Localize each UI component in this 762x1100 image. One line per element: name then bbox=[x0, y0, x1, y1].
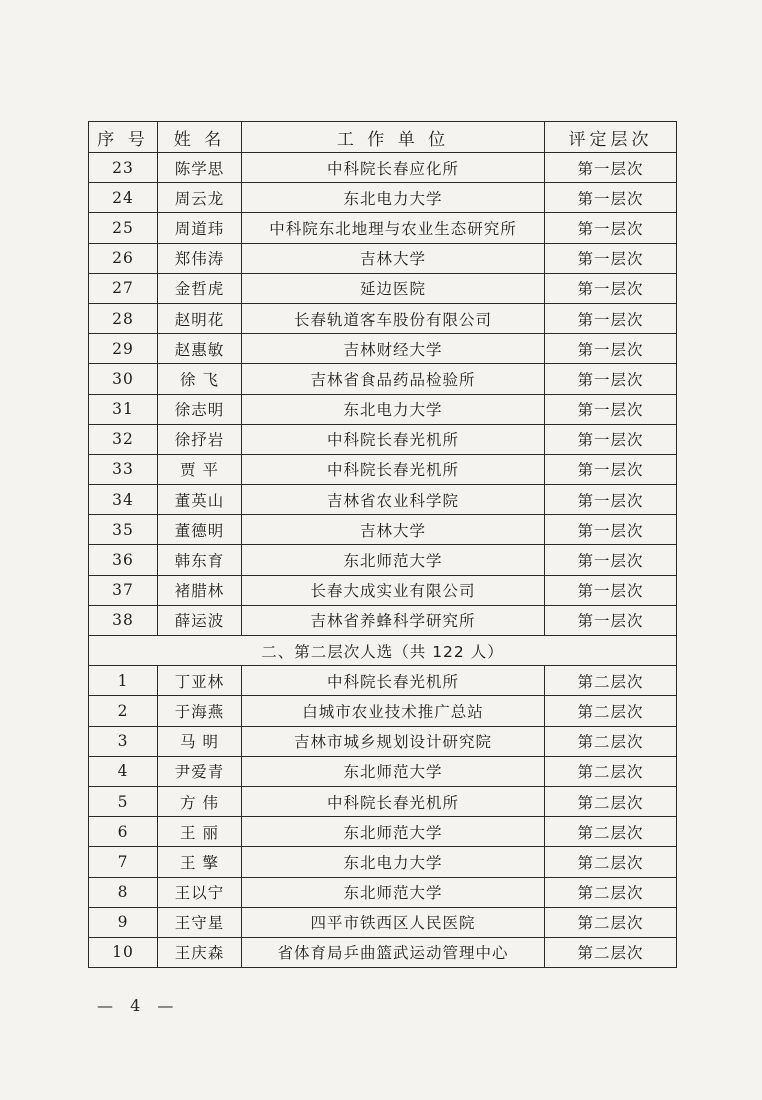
cell-name: 赵惠敏 bbox=[158, 334, 242, 364]
cell-unit: 中科院长春光机所 bbox=[242, 454, 545, 484]
cell-level: 第一层次 bbox=[545, 605, 677, 635]
talent-roster-table bbox=[88, 121, 677, 968]
cell-level: 第一层次 bbox=[545, 153, 677, 183]
cell-name: 郑伟涛 bbox=[158, 243, 242, 273]
cell-name: 王 擎 bbox=[158, 847, 242, 877]
first-level-rows bbox=[89, 153, 677, 636]
table-row bbox=[89, 424, 677, 454]
cell-level: 第二层次 bbox=[545, 817, 677, 847]
cell-unit: 吉林省食品药品检验所 bbox=[242, 364, 545, 394]
header-name: 姓 名 bbox=[158, 122, 242, 153]
header-level: 评定层次 bbox=[545, 122, 677, 153]
table-row bbox=[89, 817, 677, 847]
table-row bbox=[89, 213, 677, 243]
cell-unit: 吉林市城乡规划设计研究院 bbox=[242, 726, 545, 756]
table-row bbox=[89, 334, 677, 364]
cell-name: 丁亚林 bbox=[158, 666, 242, 696]
cell-name: 褚腊林 bbox=[158, 575, 242, 605]
cell-no: 1 bbox=[89, 666, 158, 696]
table-row bbox=[89, 303, 677, 333]
cell-no: 23 bbox=[89, 153, 158, 183]
cell-unit: 白城市农业技术推广总站 bbox=[242, 696, 545, 726]
cell-name: 方 伟 bbox=[158, 786, 242, 816]
table-row bbox=[89, 364, 677, 394]
cell-name: 徐 飞 bbox=[158, 364, 242, 394]
cell-no: 37 bbox=[89, 575, 158, 605]
section-title: 二、第二层次人选（共 122 人） bbox=[89, 636, 677, 666]
cell-unit: 东北电力大学 bbox=[242, 394, 545, 424]
cell-level: 第一层次 bbox=[545, 454, 677, 484]
cell-name: 王以宁 bbox=[158, 877, 242, 907]
section-header-row bbox=[89, 636, 677, 666]
cell-no: 38 bbox=[89, 605, 158, 635]
cell-level: 第二层次 bbox=[545, 937, 677, 967]
second-level-rows bbox=[89, 666, 677, 968]
cell-level: 第一层次 bbox=[545, 273, 677, 303]
cell-unit: 东北师范大学 bbox=[242, 877, 545, 907]
cell-no: 3 bbox=[89, 726, 158, 756]
cell-level: 第一层次 bbox=[545, 485, 677, 515]
cell-unit: 吉林省农业科学院 bbox=[242, 485, 545, 515]
cell-no: 34 bbox=[89, 485, 158, 515]
cell-name: 金哲虎 bbox=[158, 273, 242, 303]
cell-level: 第一层次 bbox=[545, 515, 677, 545]
cell-unit: 东北师范大学 bbox=[242, 545, 545, 575]
cell-no: 36 bbox=[89, 545, 158, 575]
cell-no: 31 bbox=[89, 394, 158, 424]
header-no: 序 号 bbox=[89, 122, 158, 153]
cell-unit: 吉林大学 bbox=[242, 515, 545, 545]
cell-name: 董英山 bbox=[158, 485, 242, 515]
table-row bbox=[89, 786, 677, 816]
cell-level: 第一层次 bbox=[545, 575, 677, 605]
section-header-body bbox=[89, 636, 677, 666]
table-row bbox=[89, 847, 677, 877]
cell-level: 第二层次 bbox=[545, 907, 677, 937]
cell-no: 6 bbox=[89, 817, 158, 847]
cell-no: 7 bbox=[89, 847, 158, 877]
cell-no: 30 bbox=[89, 364, 158, 394]
table-row bbox=[89, 937, 677, 967]
cell-unit: 长春轨道客车股份有限公司 bbox=[242, 303, 545, 333]
cell-level: 第二层次 bbox=[545, 877, 677, 907]
cell-unit: 吉林大学 bbox=[242, 243, 545, 273]
table-row bbox=[89, 183, 677, 213]
cell-level: 第二层次 bbox=[545, 786, 677, 816]
cell-name: 薛运波 bbox=[158, 605, 242, 635]
cell-name: 贾 平 bbox=[158, 454, 242, 484]
cell-level: 第一层次 bbox=[545, 183, 677, 213]
table-row bbox=[89, 243, 677, 273]
cell-name: 韩东育 bbox=[158, 545, 242, 575]
cell-name: 徐志明 bbox=[158, 394, 242, 424]
cell-unit: 东北师范大学 bbox=[242, 817, 545, 847]
cell-level: 第一层次 bbox=[545, 213, 677, 243]
cell-name: 王庆森 bbox=[158, 937, 242, 967]
cell-name: 董德明 bbox=[158, 515, 242, 545]
table-row bbox=[89, 696, 677, 726]
cell-name: 陈学思 bbox=[158, 153, 242, 183]
cell-no: 35 bbox=[89, 515, 158, 545]
cell-no: 26 bbox=[89, 243, 158, 273]
cell-unit: 延边医院 bbox=[242, 273, 545, 303]
cell-no: 32 bbox=[89, 424, 158, 454]
table-row bbox=[89, 454, 677, 484]
cell-unit: 东北电力大学 bbox=[242, 847, 545, 877]
cell-name: 徐抒岩 bbox=[158, 424, 242, 454]
table-row bbox=[89, 515, 677, 545]
cell-name: 马 明 bbox=[158, 726, 242, 756]
cell-level: 第一层次 bbox=[545, 364, 677, 394]
table-row bbox=[89, 394, 677, 424]
cell-no: 28 bbox=[89, 303, 158, 333]
cell-unit: 东北师范大学 bbox=[242, 756, 545, 786]
cell-name: 尹爱青 bbox=[158, 756, 242, 786]
table-row bbox=[89, 153, 677, 183]
cell-no: 29 bbox=[89, 334, 158, 364]
cell-no: 25 bbox=[89, 213, 158, 243]
cell-no: 5 bbox=[89, 786, 158, 816]
cell-level: 第一层次 bbox=[545, 243, 677, 273]
cell-unit: 中科院长春应化所 bbox=[242, 153, 545, 183]
cell-unit: 中科院长春光机所 bbox=[242, 666, 545, 696]
cell-level: 第二层次 bbox=[545, 756, 677, 786]
cell-level: 第一层次 bbox=[545, 394, 677, 424]
cell-name: 王 丽 bbox=[158, 817, 242, 847]
cell-no: 27 bbox=[89, 273, 158, 303]
cell-no: 2 bbox=[89, 696, 158, 726]
cell-no: 10 bbox=[89, 937, 158, 967]
cell-no: 8 bbox=[89, 877, 158, 907]
cell-level: 第二层次 bbox=[545, 726, 677, 756]
cell-unit: 吉林财经大学 bbox=[242, 334, 545, 364]
cell-level: 第一层次 bbox=[545, 334, 677, 364]
table-row bbox=[89, 605, 677, 635]
cell-no: 33 bbox=[89, 454, 158, 484]
table-row bbox=[89, 485, 677, 515]
header-unit: 工 作 单 位 bbox=[242, 122, 545, 153]
table-header-row bbox=[89, 122, 677, 153]
cell-level: 第二层次 bbox=[545, 666, 677, 696]
table-row bbox=[89, 666, 677, 696]
cell-level: 第一层次 bbox=[545, 303, 677, 333]
cell-name: 周道玮 bbox=[158, 213, 242, 243]
table-row bbox=[89, 907, 677, 937]
cell-unit: 长春大成实业有限公司 bbox=[242, 575, 545, 605]
table-row bbox=[89, 877, 677, 907]
cell-level: 第一层次 bbox=[545, 424, 677, 454]
cell-unit: 四平市铁西区人民医院 bbox=[242, 907, 545, 937]
cell-unit: 省体育局乒曲篮武运动管理中心 bbox=[242, 937, 545, 967]
table-row bbox=[89, 756, 677, 786]
cell-level: 第一层次 bbox=[545, 545, 677, 575]
cell-unit: 中科院长春光机所 bbox=[242, 424, 545, 454]
cell-name: 于海燕 bbox=[158, 696, 242, 726]
table-row bbox=[89, 575, 677, 605]
cell-no: 4 bbox=[89, 756, 158, 786]
cell-no: 9 bbox=[89, 907, 158, 937]
cell-unit: 东北电力大学 bbox=[242, 183, 545, 213]
table-row bbox=[89, 273, 677, 303]
cell-name: 赵明花 bbox=[158, 303, 242, 333]
cell-unit: 中科院东北地理与农业生态研究所 bbox=[242, 213, 545, 243]
cell-unit: 吉林省养蜂科学研究所 bbox=[242, 605, 545, 635]
cell-name: 王守星 bbox=[158, 907, 242, 937]
cell-name: 周云龙 bbox=[158, 183, 242, 213]
table-row bbox=[89, 726, 677, 756]
cell-level: 第二层次 bbox=[545, 696, 677, 726]
page-number: — 4 — bbox=[97, 996, 180, 1015]
cell-level: 第二层次 bbox=[545, 847, 677, 877]
table-row bbox=[89, 545, 677, 575]
cell-no: 24 bbox=[89, 183, 158, 213]
cell-unit: 中科院长春光机所 bbox=[242, 786, 545, 816]
